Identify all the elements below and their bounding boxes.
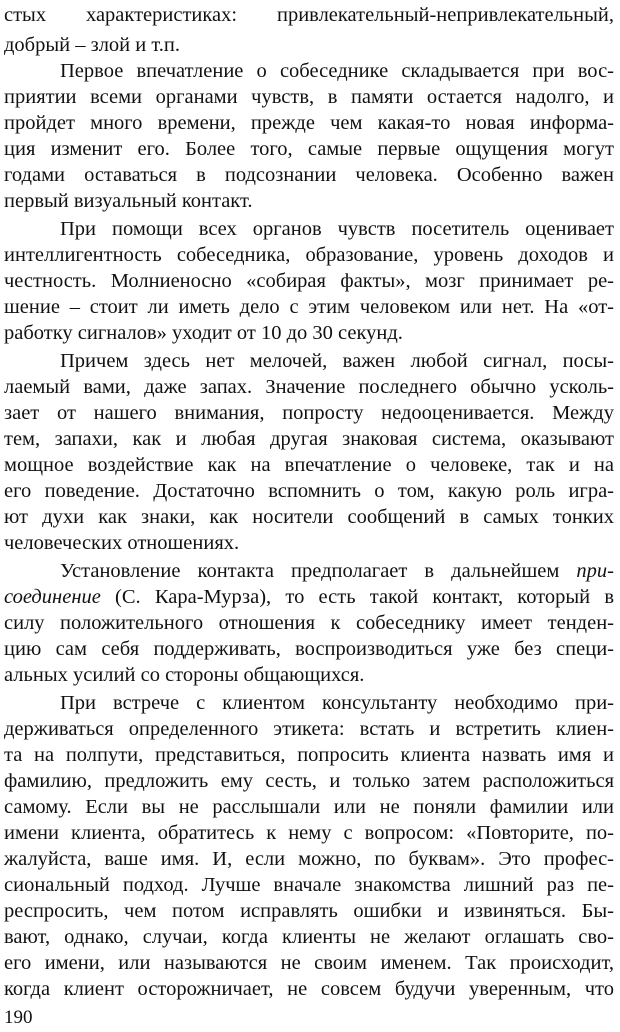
book-page — [4, 0, 616, 1032]
text-line: самому. Если вы не расслышали или не поняли фамилии или — [4, 796, 614, 818]
text-line: жалуйста, ваше имя. И, если можно, по буквам». Это профес- — [4, 848, 614, 870]
text-line: ют духи как знаки, как носители сообщений в самых тонких — [4, 506, 614, 528]
text-line: годами оставаться в подсознании человека. Особенно важен — [4, 164, 614, 186]
text-line: добрый – злой и т.п. — [4, 34, 181, 56]
text-line: шение – стоит ли иметь дело с этим человеком или нет. На «от- — [4, 296, 614, 318]
text-line: мощное воздействие как на впечатление о человеке, так и на — [4, 454, 614, 476]
text-line: фамилию, предложить ему сесть, и только затем расположиться — [4, 770, 614, 792]
text-line: силу положительного отношения к собеседнику имеет тенден- — [4, 612, 614, 634]
text-line: имени клиента, обратитесь к нему с вопросом: «Повторите, по- — [4, 822, 614, 844]
text-line: респросить, чем потом исправлять ошибки и извиняться. Бы- — [4, 900, 614, 922]
text-line: ция изменит его. Более того, самые первые ощущения могут — [4, 138, 614, 160]
text-line: человеческих отношениях. — [4, 532, 240, 554]
text-line: зает от нашего внимания, попросту недооценивается. Между — [4, 402, 614, 424]
text-line: лаемый вами, даже запах. Значение последнего обычно усколь- — [4, 376, 614, 398]
text-line: цию сам себя поддерживать, воспроизводиться уже без специ- — [4, 638, 614, 660]
paragraph-first-line: При встрече с клиентом консультанту необходимо при- — [60, 692, 614, 714]
text-run: (С. Кара-Мурза), то есть такой контакт, который в — [100, 586, 614, 608]
paragraph-first-line: При помощи всех органов чувств посетитель оценивает — [60, 218, 614, 240]
text-line: та на полпути, представиться, попросить клиента назвать имя и — [4, 744, 614, 766]
text-line: стых характеристиках: привлекательный-непривлекательный, — [4, 4, 614, 26]
text-line: когда клиент осторожничает, не совсем будучи уверенным, что — [4, 978, 614, 1000]
paragraph-first-line: Первое впечатление о собеседнике складывается при вос- — [60, 60, 614, 82]
text-line: держиваться определенного этикета: встать и встретить клиен- — [4, 718, 614, 740]
text-line: первый визуальный контакт. — [4, 190, 253, 212]
page-number: 190 — [4, 1007, 33, 1028]
text-line: пройдет много времени, прежде чем какая-то новая информа- — [4, 112, 614, 134]
italic-term: при- — [576, 560, 614, 582]
text-line: приятии всеми органами чувств, в памяти остается надолго, и — [4, 86, 614, 108]
text-line: вают, однако, случаи, когда клиенты не желают оглашать сво- — [4, 926, 614, 948]
text-line: альных усилий со стороны общающихся. — [4, 664, 365, 686]
text-line: его имени, или называются не своим именем. Так происходит, — [4, 952, 614, 974]
paragraph-first-line: Причем здесь нет мелочей, важен любой сигнал, посы- — [60, 350, 614, 372]
text-line: его поведение. Достаточно вспомнить о том, какую роль игра- — [4, 480, 614, 502]
text-line: интеллигентность собеседника, образование, уровень доходов и — [4, 244, 614, 266]
text-line: честность. Молниеносно «собирая факты», мозг принимает ре- — [4, 270, 614, 292]
text-run: Установление контакта предполагает в дальнейшем — [60, 560, 577, 582]
text-line: сиональный подход. Лучше вначале знакомства лишний раз пе- — [4, 874, 614, 896]
text-line: тем, запахи, как и любая другая знаковая система, оказывают — [4, 428, 614, 450]
italic-term: соединение — [4, 586, 101, 608]
text-line: работку сигналов» уходит от 10 до 30 секунд. — [4, 322, 403, 344]
